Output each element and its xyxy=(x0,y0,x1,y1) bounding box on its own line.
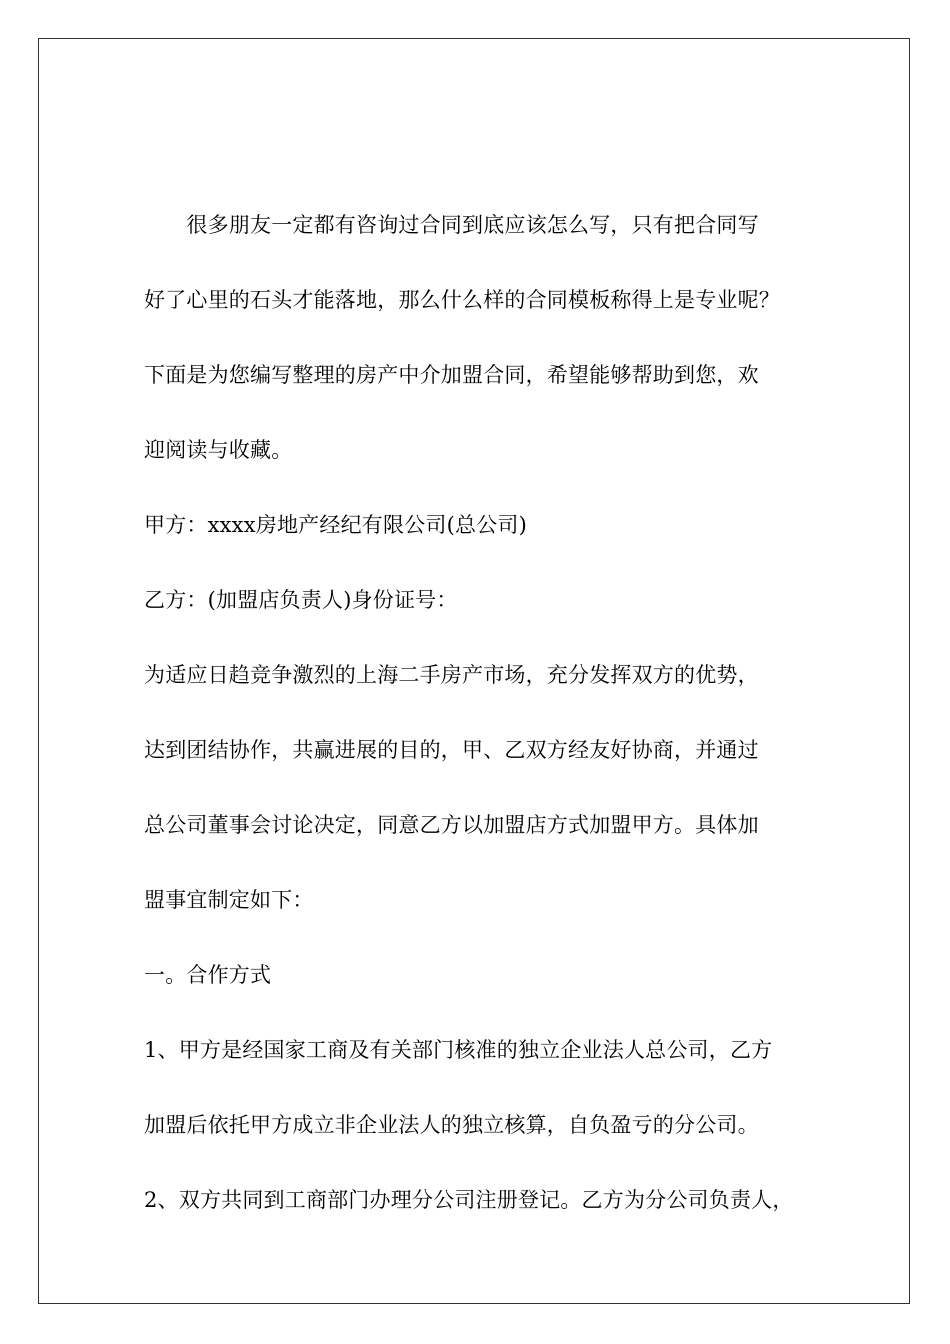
party-a-line: 甲方：xxxx房地产经纪有限公司(总公司) xyxy=(144,513,527,537)
paragraph-line: 好了心里的石头才能落地，那么什么样的合同模板称得上是专业呢？ xyxy=(144,288,780,312)
paragraph-line: 很多朋友一定都有咨询过合同到底应该怎么写，只有把合同写 xyxy=(144,213,759,237)
paragraph-line: 迎阅读与收藏。 xyxy=(144,438,293,462)
clause-line: 2、双方共同到工商部门办理分公司注册登记。乙方为分公司负责人， xyxy=(144,1188,794,1212)
paragraph-line: 为适应日趋竞争激烈的上海二手房产市场，充分发挥双方的优势， xyxy=(144,663,759,687)
party-b-line: 乙方：(加盟店负责人)身份证号： xyxy=(144,588,458,612)
paragraph-line: 达到团结协作，共赢进展的目的，甲、乙双方经友好协商，并通过 xyxy=(144,738,759,762)
paragraph-line: 总公司董事会讨论决定，同意乙方以加盟店方式加盟甲方。具体加 xyxy=(144,813,759,837)
clause-line: 1、甲方是经国家工商及有关部门核准的独立企业法人总公司，乙方 xyxy=(144,1038,773,1062)
paragraph-line: 盟事宜制定如下： xyxy=(144,888,314,912)
section-heading: 一。合作方式 xyxy=(144,963,272,987)
paragraph-line: 下面是为您编写整理的房产中介加盟合同，希望能够帮助到您，欢 xyxy=(144,363,759,387)
clause-line: 加盟后依托甲方成立非企业法人的独立核算，自负盈亏的分公司。 xyxy=(144,1113,759,1137)
